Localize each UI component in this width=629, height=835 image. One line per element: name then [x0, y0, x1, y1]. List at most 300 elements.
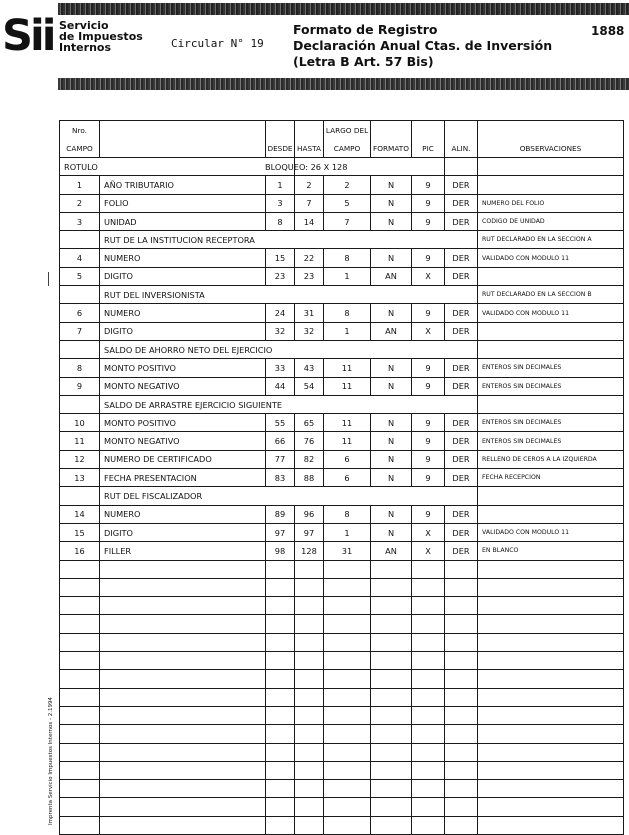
field-hasta: 43: [295, 359, 324, 377]
blank-cell: [371, 780, 412, 798]
field-pic: 9: [412, 505, 445, 523]
field-format: N: [371, 469, 412, 487]
field-desde: 83: [266, 469, 295, 487]
blank-cell: [324, 633, 371, 651]
header-desc-blank: [100, 139, 266, 158]
field-length: 11: [324, 359, 371, 377]
blank-cell: [412, 670, 445, 688]
blank-cell: [478, 688, 624, 706]
org-name-line-1: Servicio: [59, 19, 109, 32]
bloqueo-text: BLOQUEO: 26 X 128: [265, 161, 348, 172]
blank-cell: [295, 761, 324, 779]
field-desde: 98: [266, 542, 295, 560]
field-format: N: [371, 249, 412, 267]
field-observation: ENTEROS SIN DECIMALES: [478, 432, 624, 450]
blank-cell: [324, 706, 371, 724]
blank-cell: [412, 743, 445, 761]
field-desde: 77: [266, 450, 295, 468]
blank-cell: [445, 725, 478, 743]
blank-cell: [266, 706, 295, 724]
field-length: 7: [324, 212, 371, 230]
field-desde: 23: [266, 267, 295, 285]
blank-row: [60, 633, 624, 651]
field-format: N: [371, 377, 412, 395]
blank-cell: [324, 652, 371, 670]
blank-cell: [371, 706, 412, 724]
blank-cell: [295, 780, 324, 798]
margin-mark: [48, 272, 49, 286]
field-observation: VALIDADO CON MODULO 11: [478, 304, 624, 322]
field-number: 10: [60, 414, 100, 432]
blank-cell: [324, 578, 371, 596]
field-length: 11: [324, 377, 371, 395]
field-alignment: DER: [445, 267, 478, 285]
field-hasta: 2: [295, 176, 324, 194]
blank-cell: [266, 670, 295, 688]
blank-cell: [60, 578, 100, 596]
section-observation: [478, 340, 624, 358]
blank-cell: [371, 615, 412, 633]
section-row: [60, 231, 624, 249]
field-number: 7: [60, 322, 100, 340]
field-observation: VALIDADO CON MODULO 11: [478, 523, 624, 541]
blank-cell: [100, 706, 266, 724]
field-description: DIGITO: [100, 267, 266, 285]
top-halftone-band: [58, 3, 629, 15]
document-title: [293, 22, 552, 70]
blank-cell: [266, 597, 295, 615]
blank-cell: [266, 761, 295, 779]
header-row-1: [60, 121, 624, 140]
header-nro: Nro.: [60, 121, 100, 140]
blank-cell: [60, 743, 100, 761]
field-pic: 9: [412, 469, 445, 487]
blank-cell: [266, 633, 295, 651]
field-desde: 33: [266, 359, 295, 377]
field-pic: 9: [412, 304, 445, 322]
circular-number: Circular N° 19: [171, 37, 264, 50]
field-observation: [478, 267, 624, 285]
field-pic: X: [412, 322, 445, 340]
blank-row: [60, 780, 624, 798]
field-hasta: 97: [295, 523, 324, 541]
field-alignment: DER: [445, 450, 478, 468]
field-desde: 8: [266, 212, 295, 230]
field-alignment: DER: [445, 176, 478, 194]
blank-cell: [478, 670, 624, 688]
blank-cell: [100, 688, 266, 706]
blank-cell: [371, 578, 412, 596]
blank-cell: [412, 706, 445, 724]
field-format: AN: [371, 542, 412, 560]
blank-cell: [295, 816, 324, 834]
blank-cell: [371, 725, 412, 743]
field-observation: [478, 322, 624, 340]
title-line-2: Declaración Anual Ctas. de Inversión: [293, 38, 553, 53]
blank-cell: [266, 725, 295, 743]
header-blank-hasta: [295, 121, 324, 140]
blank-cell: [295, 670, 324, 688]
field-hasta: 31: [295, 304, 324, 322]
title-line-3: (Letra B Art. 57 Bis): [293, 54, 434, 69]
middle-halftone-band: [58, 78, 629, 90]
field-desde: 32: [266, 322, 295, 340]
record-format-table: [59, 120, 624, 835]
field-observation: NUMERO DEL FOLIO: [478, 194, 624, 212]
blank-row: [60, 670, 624, 688]
field-row: [60, 377, 624, 395]
field-observation: CODIGO DE UNIDAD: [478, 212, 624, 230]
field-alignment: DER: [445, 523, 478, 541]
field-observation: EN BLANCO: [478, 542, 624, 560]
field-row: [60, 542, 624, 560]
blank-cell: [266, 578, 295, 596]
field-format: N: [371, 523, 412, 541]
field-number: 9: [60, 377, 100, 395]
blank-cell: [324, 670, 371, 688]
blank-row: [60, 761, 624, 779]
field-format: N: [371, 432, 412, 450]
blank-cell: [412, 688, 445, 706]
field-row: [60, 432, 624, 450]
field-description: MONTO NEGATIVO: [100, 377, 266, 395]
field-format: N: [371, 212, 412, 230]
blank-cell: [324, 780, 371, 798]
field-number: 16: [60, 542, 100, 560]
blank-cell: [412, 780, 445, 798]
field-row: [60, 414, 624, 432]
org-name-line-2: de Impuestos: [59, 30, 143, 43]
header-blank-obs: [478, 121, 624, 140]
blank-cell: [412, 761, 445, 779]
blank-cell: [324, 688, 371, 706]
header-blank-pic: [412, 121, 445, 140]
title-line-1: Formato de Registro: [293, 22, 438, 37]
field-pic: 9: [412, 450, 445, 468]
section-observation: RUT DECLARADO EN LA SECCION A: [478, 231, 624, 249]
rotulo-blank-obs: [478, 158, 624, 176]
blank-cell: [266, 688, 295, 706]
blank-cell: [478, 633, 624, 651]
field-alignment: DER: [445, 432, 478, 450]
section-nro-blank: [60, 395, 100, 413]
blank-cell: [295, 688, 324, 706]
field-alignment: DER: [445, 542, 478, 560]
blank-cell: [478, 597, 624, 615]
blank-cell: [478, 816, 624, 834]
field-number: 4: [60, 249, 100, 267]
blank-cell: [266, 615, 295, 633]
field-description: NUMERO: [100, 304, 266, 322]
blank-cell: [478, 560, 624, 578]
field-desde: 1: [266, 176, 295, 194]
field-observation: [478, 176, 624, 194]
field-alignment: DER: [445, 249, 478, 267]
field-format: AN: [371, 322, 412, 340]
blank-cell: [60, 597, 100, 615]
blank-cell: [266, 798, 295, 816]
section-observation: RUT DECLARADO EN LA SECCION B: [478, 286, 624, 304]
field-number: 15: [60, 523, 100, 541]
section-nro-blank: [60, 231, 100, 249]
blank-cell: [412, 652, 445, 670]
field-desde: 15: [266, 249, 295, 267]
field-row: [60, 249, 624, 267]
section-row: [60, 340, 624, 358]
section-row: [60, 487, 624, 505]
blank-cell: [445, 578, 478, 596]
field-description: NUMERO: [100, 249, 266, 267]
field-hasta: 32: [295, 322, 324, 340]
section-nro-blank: [60, 286, 100, 304]
field-description: UNIDAD: [100, 212, 266, 230]
blank-cell: [445, 798, 478, 816]
printer-imprint: [48, 680, 58, 830]
header-blank-formato: [371, 121, 412, 140]
field-format: N: [371, 304, 412, 322]
field-hasta: 7: [295, 194, 324, 212]
field-format: N: [371, 176, 412, 194]
field-pic: 9: [412, 194, 445, 212]
blank-cell: [60, 761, 100, 779]
field-hasta: 76: [295, 432, 324, 450]
field-format: N: [371, 505, 412, 523]
field-length: 8: [324, 249, 371, 267]
field-desde: 24: [266, 304, 295, 322]
field-hasta: 96: [295, 505, 324, 523]
field-hasta: 128: [295, 542, 324, 560]
blank-cell: [445, 816, 478, 834]
blank-cell: [100, 780, 266, 798]
blank-cell: [478, 578, 624, 596]
blank-cell: [324, 798, 371, 816]
blank-cell: [60, 798, 100, 816]
field-row: [60, 523, 624, 541]
field-description: AÑO TRIBUTARIO: [100, 176, 266, 194]
blank-row: [60, 615, 624, 633]
field-hasta: 54: [295, 377, 324, 395]
sii-logo-wordmark: Sii: [2, 11, 54, 61]
field-number: 11: [60, 432, 100, 450]
field-row: [60, 267, 624, 285]
field-row: [60, 469, 624, 487]
section-label: SALDO DE ARRASTRE EJERCICIO SIGUIENTE: [100, 395, 478, 413]
blank-cell: [371, 761, 412, 779]
field-length: 1: [324, 322, 371, 340]
blank-cell: [371, 743, 412, 761]
header-blank-desde: [266, 121, 295, 140]
header-campo: CAMPO: [60, 139, 100, 158]
blank-cell: [324, 743, 371, 761]
blank-cell: [371, 652, 412, 670]
header-formato: FORMATO: [371, 139, 412, 158]
field-number: 12: [60, 450, 100, 468]
blank-row: [60, 706, 624, 724]
blank-cell: [266, 743, 295, 761]
blank-cell: [60, 688, 100, 706]
blank-cell: [100, 633, 266, 651]
field-format: N: [371, 414, 412, 432]
blank-cell: [100, 597, 266, 615]
section-label: RUT DEL INVERSIONISTA: [100, 286, 478, 304]
blank-cell: [295, 725, 324, 743]
blank-cell: [445, 652, 478, 670]
field-pic: 9: [412, 414, 445, 432]
header-pic: PIC: [412, 139, 445, 158]
field-description: MONTO POSITIVO: [100, 359, 266, 377]
blank-cell: [266, 780, 295, 798]
blank-cell: [412, 597, 445, 615]
blank-cell: [266, 816, 295, 834]
blank-cell: [100, 725, 266, 743]
blank-cell: [412, 816, 445, 834]
blank-row: [60, 743, 624, 761]
blank-cell: [324, 761, 371, 779]
field-desde: 89: [266, 505, 295, 523]
blank-cell: [60, 560, 100, 578]
header-blank-desc: [100, 121, 266, 140]
blank-cell: [445, 633, 478, 651]
blank-cell: [371, 798, 412, 816]
blank-cell: [478, 743, 624, 761]
field-number: 3: [60, 212, 100, 230]
field-description: FOLIO: [100, 194, 266, 212]
blank-cell: [295, 798, 324, 816]
field-desde: 44: [266, 377, 295, 395]
field-observation: ENTEROS SIN DECIMALES: [478, 377, 624, 395]
printer-imprint-text: Imprenta Servicio Impuestos Internos - 2.1994: [48, 697, 54, 825]
blank-cell: [60, 652, 100, 670]
section-label: RUT DE LA INSTITUCION RECEPTORA: [100, 231, 478, 249]
field-alignment: DER: [445, 414, 478, 432]
section-label: RUT DEL FISCALIZADOR: [100, 487, 478, 505]
field-pic: 9: [412, 176, 445, 194]
blank-cell: [100, 670, 266, 688]
blank-cell: [445, 780, 478, 798]
header-observaciones: OBSERVACIONES: [478, 139, 624, 158]
field-number: 5: [60, 267, 100, 285]
blank-cell: [478, 706, 624, 724]
field-row: [60, 359, 624, 377]
field-alignment: DER: [445, 304, 478, 322]
field-alignment: DER: [445, 469, 478, 487]
blank-cell: [324, 615, 371, 633]
field-pic: X: [412, 267, 445, 285]
blank-cell: [445, 706, 478, 724]
blank-cell: [295, 597, 324, 615]
field-pic: 9: [412, 432, 445, 450]
blank-cell: [60, 816, 100, 834]
blank-cell: [295, 578, 324, 596]
field-desde: 55: [266, 414, 295, 432]
field-number: 2: [60, 194, 100, 212]
blank-cell: [478, 798, 624, 816]
org-name: [59, 20, 143, 53]
field-length: 8: [324, 505, 371, 523]
blank-cell: [60, 780, 100, 798]
field-alignment: DER: [445, 322, 478, 340]
field-hasta: 82: [295, 450, 324, 468]
header-row-2: [60, 139, 624, 158]
document-number: 1888: [591, 24, 625, 38]
sii-logo: [2, 10, 54, 61]
field-hasta: 14: [295, 212, 324, 230]
blank-cell: [100, 743, 266, 761]
field-row: [60, 194, 624, 212]
section-nro-blank: [60, 487, 100, 505]
rotulo-label: ROTULO: [60, 158, 295, 176]
field-length: 11: [324, 432, 371, 450]
field-number: 6: [60, 304, 100, 322]
field-description: DIGITO: [100, 322, 266, 340]
field-description: NUMERO: [100, 505, 266, 523]
blank-cell: [324, 597, 371, 615]
blank-cell: [445, 560, 478, 578]
blank-cell: [324, 725, 371, 743]
rotulo-row: [60, 158, 624, 176]
field-row: [60, 505, 624, 523]
blank-cell: [478, 780, 624, 798]
blank-row: [60, 688, 624, 706]
header-largo: LARGO DEL: [324, 121, 371, 140]
header-blank-alin: [445, 121, 478, 140]
blank-cell: [100, 578, 266, 596]
blank-cell: [445, 597, 478, 615]
field-pic: X: [412, 523, 445, 541]
field-description: FILLER: [100, 542, 266, 560]
field-length: 6: [324, 450, 371, 468]
blank-row: [60, 798, 624, 816]
field-description: FECHA PRESENTACION: [100, 469, 266, 487]
field-pic: X: [412, 542, 445, 560]
field-length: 5: [324, 194, 371, 212]
field-row: [60, 304, 624, 322]
blank-cell: [295, 560, 324, 578]
blank-cell: [412, 578, 445, 596]
field-description: DIGITO: [100, 523, 266, 541]
blank-row: [60, 652, 624, 670]
header-desde: DESDE: [266, 139, 295, 158]
blank-cell: [295, 706, 324, 724]
blank-row: [60, 725, 624, 743]
field-pic: 9: [412, 359, 445, 377]
blank-cell: [295, 652, 324, 670]
section-observation: [478, 395, 624, 413]
field-length: 31: [324, 542, 371, 560]
section-nro-blank: [60, 340, 100, 358]
blank-cell: [445, 761, 478, 779]
field-row: [60, 450, 624, 468]
field-alignment: DER: [445, 212, 478, 230]
section-row: [60, 395, 624, 413]
blank-row: [60, 597, 624, 615]
header-campo-length: CAMPO: [324, 139, 371, 158]
blank-cell: [445, 615, 478, 633]
blank-cell: [295, 615, 324, 633]
blank-cell: [371, 633, 412, 651]
blank-row: [60, 560, 624, 578]
blank-cell: [295, 633, 324, 651]
section-observation: [478, 487, 624, 505]
field-desde: 3: [266, 194, 295, 212]
blank-cell: [100, 560, 266, 578]
field-pic: 9: [412, 377, 445, 395]
field-hasta: 88: [295, 469, 324, 487]
blank-cell: [478, 725, 624, 743]
blank-cell: [412, 725, 445, 743]
field-description: NUMERO DE CERTIFICADO: [100, 450, 266, 468]
header-alin: ALIN.: [445, 139, 478, 158]
